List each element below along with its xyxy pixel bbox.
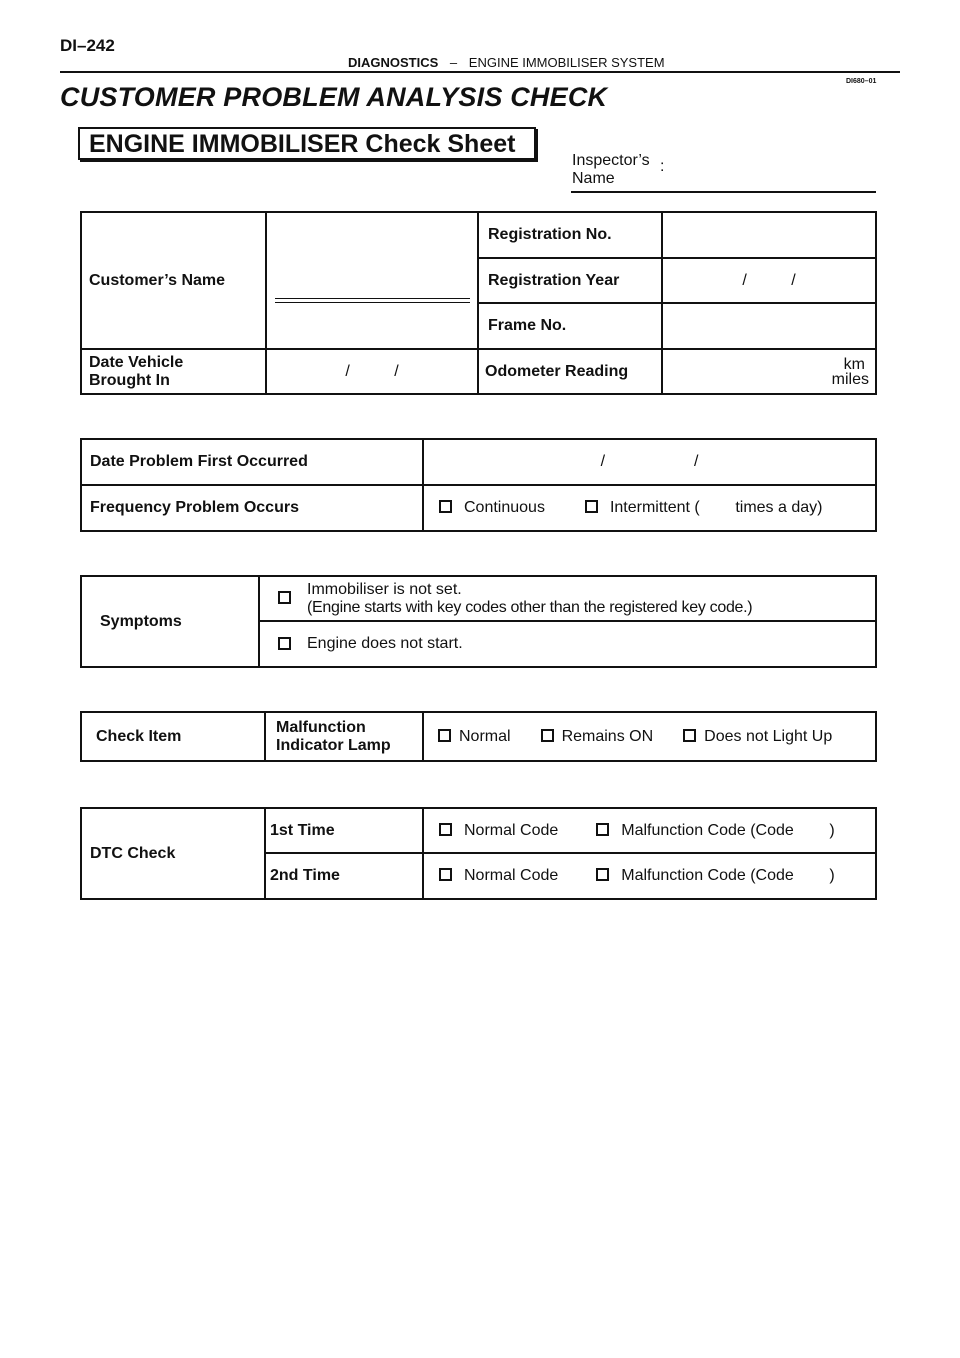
registration-year-label: Registration Year (488, 271, 620, 289)
mil-options (438, 713, 875, 760)
registration-year-field[interactable]: / / (742, 271, 796, 289)
checkbox-icon[interactable] (438, 729, 451, 742)
sheet-title: ENGINE IMMOBILISER Check Sheet (78, 127, 536, 160)
option-normal-code[interactable]: Normal Code (439, 822, 558, 840)
frequency-options (439, 486, 875, 530)
odometer-field[interactable] (663, 350, 869, 393)
table-divider (264, 711, 266, 762)
checkbox-icon[interactable] (278, 591, 291, 604)
section-name: DIAGNOSTICS (348, 55, 439, 70)
checkbox-icon[interactable] (585, 500, 598, 513)
frame-no-label: Frame No. (488, 317, 567, 334)
checkbox-icon[interactable] (596, 823, 609, 836)
header-rule (60, 71, 900, 73)
running-header (348, 55, 665, 70)
header-separator: – (449, 55, 458, 70)
option-malfunction-code[interactable]: Malfunction Code (Code ) (596, 867, 834, 885)
customer-name-label: Customer’s Name (89, 271, 226, 289)
inspector-label (572, 152, 650, 188)
dtc-check-label: DTC Check (90, 844, 176, 862)
mil-label-line1: Malfunction (276, 718, 366, 736)
table-border-left (80, 575, 82, 668)
dtc-first-time-label: 1st Time (270, 821, 335, 839)
checkbox-icon[interactable] (541, 729, 554, 742)
option-does-not-light[interactable]: Does not Light Up (683, 728, 832, 746)
table-border-bottom (80, 898, 877, 900)
unit-miles: miles (831, 370, 869, 388)
option-normal[interactable]: Normal (438, 728, 511, 746)
frequency-label: Frequency Problem Occurs (90, 499, 299, 516)
checkbox-icon[interactable] (596, 868, 609, 881)
checkbox-icon[interactable] (439, 500, 452, 513)
registration-no-field[interactable] (663, 213, 875, 257)
subsection-name: ENGINE IMMOBILISER SYSTEM (468, 55, 665, 70)
table-border-left (80, 807, 82, 900)
mil-label (276, 713, 420, 760)
inspector-name-field[interactable] (571, 191, 876, 193)
date-brought-in-field[interactable]: / / (345, 362, 399, 380)
unit-km: km (843, 355, 865, 373)
frame-no-field[interactable] (663, 304, 875, 348)
checkbox-icon[interactable] (278, 637, 291, 650)
checkbox-icon[interactable] (439, 868, 452, 881)
date-brought-in-label-line1: Date Vehicle (89, 353, 184, 371)
symptom-2-text: Engine does not start. (307, 635, 463, 652)
table-border-right (875, 711, 877, 762)
date-brought-in-label-line2: Brought In (89, 371, 170, 389)
table-border-left (80, 211, 82, 395)
symptom-engine-not-start[interactable] (278, 622, 873, 666)
option-continuous[interactable]: Continuous (439, 499, 545, 517)
symptom-1-line2: (Engine starts with key codes other than the registered key code.) (307, 598, 753, 616)
checkbox-icon[interactable] (439, 823, 452, 836)
option-intermittent[interactable]: Intermittent ( times a day) (585, 499, 823, 517)
inspector-label-line1: Inspector’s (572, 152, 650, 169)
page-title: CUSTOMER PROBLEM ANALYSIS CHECK (60, 82, 608, 112)
option-malfunction-code[interactable]: Malfunction Code (Code ) (596, 822, 834, 840)
odometer-label: Odometer Reading (485, 362, 629, 380)
symptoms-label: Symptoms (100, 612, 182, 630)
table-border-bottom (80, 666, 877, 668)
mil-label-line2: Indicator Lamp (276, 736, 391, 754)
document-code: DI680–01 (846, 78, 877, 85)
option-remains-on[interactable]: Remains ON (541, 728, 654, 746)
inspector-label-line2: Name (572, 170, 615, 187)
date-first-occurred-label: Date Problem First Occurred (90, 453, 308, 470)
option-normal-code[interactable]: Normal Code (439, 867, 558, 885)
date-brought-in-label (89, 350, 264, 393)
page-number: DI–242 (60, 36, 115, 55)
symptom-immobiliser-not-set[interactable] (278, 577, 873, 620)
customer-name-field[interactable] (267, 213, 477, 348)
table-border-bottom (80, 760, 877, 762)
dtc-first-time-options (439, 809, 875, 852)
checkbox-icon[interactable] (683, 729, 696, 742)
registration-no-label: Registration No. (488, 226, 612, 243)
date-first-occurred-field[interactable]: / / (600, 453, 699, 470)
symptom-1-line1: Immobiliser is not set. (307, 580, 462, 598)
check-item-label: Check Item (96, 727, 182, 745)
dtc-second-time-label: 2nd Time (270, 867, 340, 884)
inspector-colon: : (660, 158, 665, 175)
table-divider (422, 711, 424, 762)
table-border-left (80, 711, 82, 762)
table-border-bottom (80, 530, 877, 532)
dtc-second-time-options (439, 854, 875, 898)
